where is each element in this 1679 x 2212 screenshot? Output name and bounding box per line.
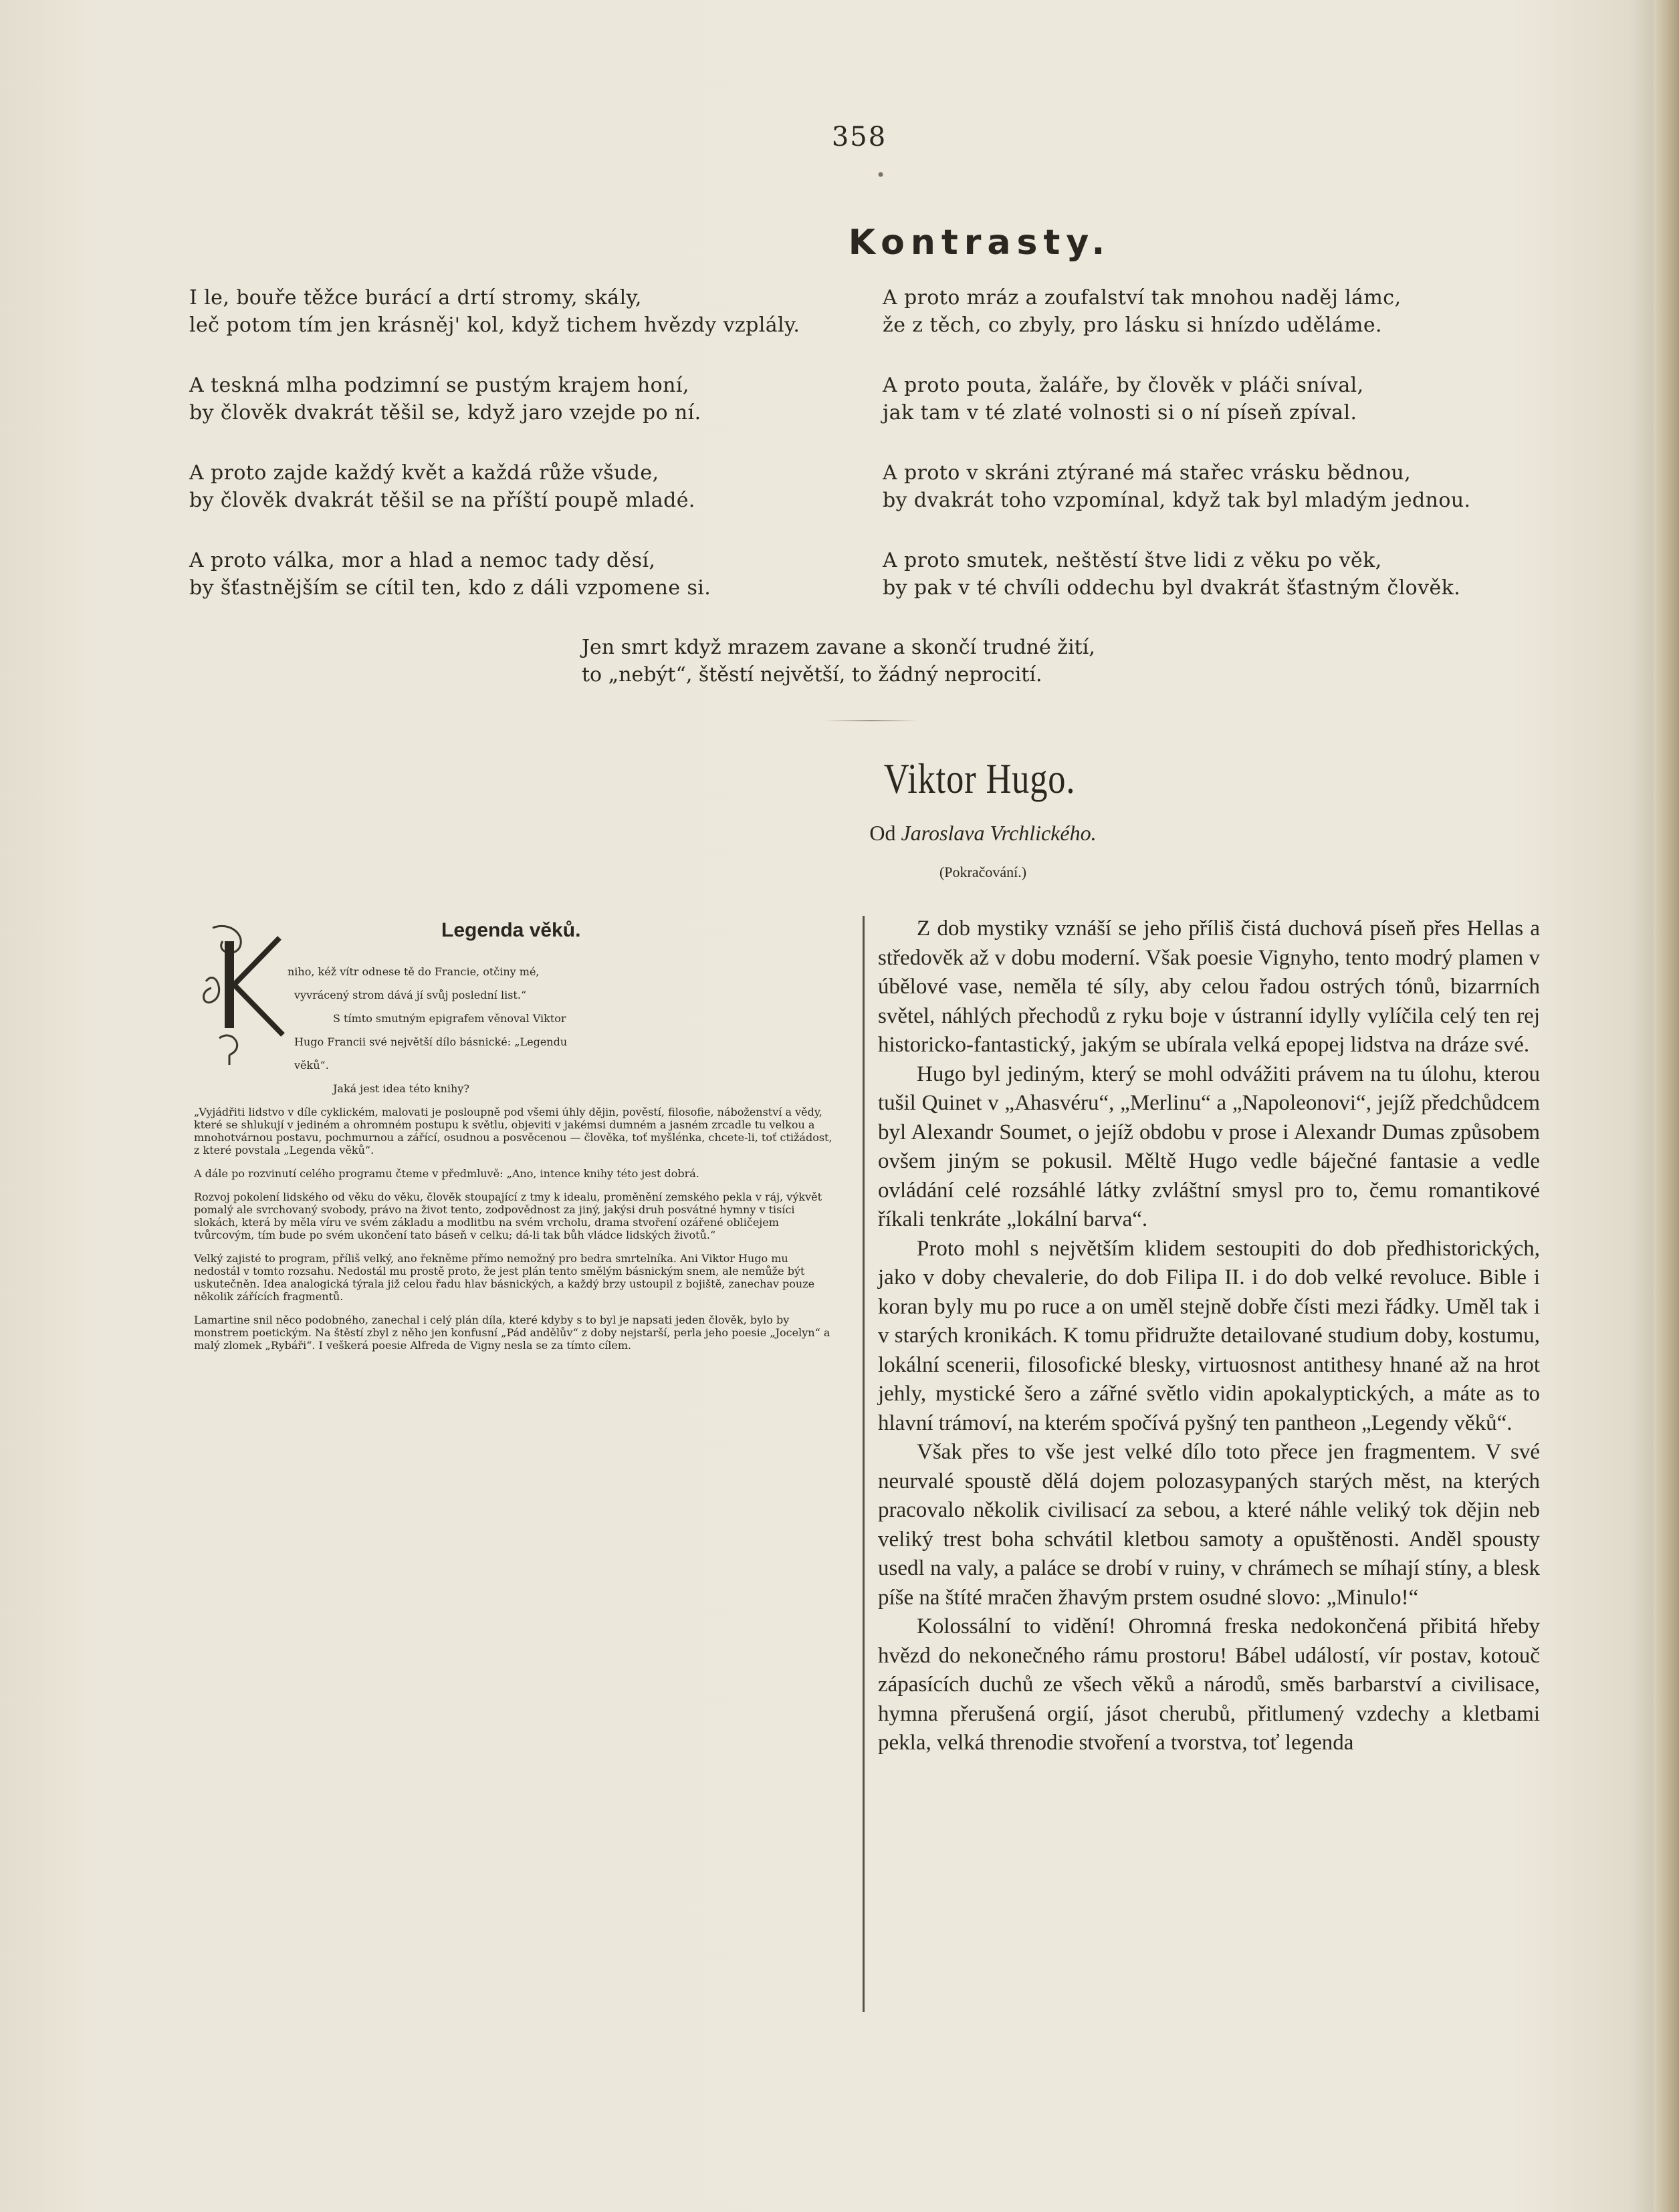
- stanza: [883, 284, 1525, 372]
- page-edge: [1654, 0, 1679, 2212]
- lead-line: vyvrácený strom dává jí svůj poslední list.“: [294, 989, 527, 1001]
- lead-line: S tímto smutným epigrafem věnoval Viktor: [333, 1012, 566, 1025]
- continued-note: (Pokračování.): [939, 864, 1027, 880]
- poem-line: jak tam v té zlaté volnosti si o ní píseň zpíval.: [883, 401, 1357, 424]
- paragraph: Proto mohl s největším klidem sestoupiti do dob předhistorických, jako v doby chevalerie, do dob Filipa II. i do dob velké revoluce. Bible i koran byly mu po ruce a on uměl stejně dobře čísti mezi řádky. Uměl tak i v starých kronikách. K tomu přidružte detailované studium doby, kostumu, lokální scenerii, filosofické blesky, virtuosnost antithesy hnané až na hrot jehly, mystické šero a zářné světlo vidin apokalyptických, a máte as to hlavní trámoví, na kterém spočívá pyšný ten pantheon „Legendy věků“.: [878, 1236, 1540, 1435]
- poem-title: Kontrasty.: [848, 223, 1111, 263]
- stanza: [883, 459, 1525, 547]
- poem-line: A teskná mlha podzimní se pustým krajem honí,: [189, 374, 689, 397]
- stanza: [189, 547, 858, 634]
- lead-line: niho, kéž vítr odnese tě do Francie, otčiny mé,: [288, 965, 540, 978]
- ink-mark: •: [876, 166, 886, 185]
- poem-closing: [582, 634, 1095, 689]
- paragraph: Rozvoj pokolení lidského od věku do věku, člověk stoupající z tmy k idealu, proměnění zemského pekla v ráj, výkvět pomalý ale svrchovaný svobody, právo na život tento, zodpovědnost za jiný, jakýsi druh posvátné hymny v tisíci slokách, která by měla víru ve svém základu a modlitbu na svém vrcholu, drama stvoření ozářené obličejem tvůrcovým, tím bude po svém ukončení tato báseň v celku; dá-li tak bůh vládce lidských životů.“: [194, 1191, 822, 1241]
- poem-line: leč potom tím jen krásněj' kol, když tichem hvězdy vzplály.: [189, 314, 800, 337]
- stanza: [883, 372, 1525, 459]
- poem-line: A proto mráz a zoufalství tak mnohou naděj lámc,: [883, 286, 1402, 310]
- paragraph: Hugo byl jediným, který se mohl odvážiti právem na tu úlohu, kterou tušil Quinet v „Ahasvéru“, „Merlinu“ a „Napoleonovi“, jejíž předchůdcem byl Alexandr Soumet, o jejíž obdobu v prose i Alexandr Dumas způsobem ovšem jiným se pokusil. Měltě Hugo vedle báječné fantasie a vedle ovládání celé rozsáhlé látky zvláštní smysl pro to, čemu romantikové říkali tenkráte „lokální barva“.: [878, 1062, 1540, 1231]
- poem-line: to „nebýt“, štěstí největší, to žádný neprocití.: [582, 663, 1042, 687]
- poem-line: by šťastnějším se cítil ten, kdo z dáli vzpomene si.: [189, 576, 711, 600]
- poem-line: A proto v skráni ztýrané má stařec vrásku bědnou,: [883, 461, 1412, 485]
- page-number: 358: [831, 122, 887, 152]
- poem-line: A proto válka, mor a hlad a nemoc tady děsí,: [189, 549, 656, 572]
- poem-line: Jen smrt když mrazem zavane a skončí trudné žití,: [582, 636, 1095, 659]
- stanza: [189, 459, 858, 547]
- column-divider: [863, 916, 865, 2012]
- paragraph: Jaká jest idea této knihy?: [333, 1082, 469, 1095]
- poem-line: A proto pouta, žaláře, by člověk v pláči sníval,: [883, 374, 1364, 397]
- paragraph: Kolossální to vidění! Ohromná freska nedokončená přibitá hřeby hvězd do nekonečného rámu prostoru! Bábel událostí, vír postav, kotouč zápasících duchů ze všech věků a národů, směs barbarství a civilisace, hymna přerušená orgií, jásot cherubů, přitlumený vzdechy a kletbami pekla, velká threnodie stvoření a tvorstva, toť legenda: [878, 1614, 1540, 1755]
- lead-line: Hugo Francii své největší dílo básnické: „Legendu: [294, 1035, 568, 1048]
- poem-left-column: [189, 284, 858, 634]
- section-ornament: [824, 720, 918, 721]
- article-right-column: [878, 914, 1540, 1758]
- paragraph: A dále po rozvinutí celého programu čteme v předmluvě: „Ano, intence knihy této jest dobrá.: [194, 1167, 699, 1180]
- paragraph: Však přes to vše jest velké dílo toto přece jen fragmentem. V své neurvalé spoustě dělá dojem polozasypaných starých měst, na kterých pracovalo několik civilisací za sebou, a které náhle veliký tok dějin neb veliký trest boha schvátil kletbou samoty a opuštěnosti. Anděl spousty usedl na valy, a paláce se drobí v ruiny, v chrámech se míhají stíny, a blesk píše na štíté mračen žhavým prstem osudné slovo: „Minulo!“: [878, 1440, 1540, 1610]
- paragraph: „Vyjádřiti lidstvo v díle cyklickém, malovati je posloupně pod všemi úhly dějin, pověstí, filosofie, náboženství a vědy, které se shlukují v jediném a ohromném postupu k světlu, objeviti v jakémsi dumném a jasném zrcadle tu velkou a mnohotvárnou postavu, pochmurnou a zářící, osudnou a posvěcenou — člověka, toť myšlénka, chcete-li, toť ctižádost, z které povstala „Legenda věků“.: [194, 1106, 832, 1156]
- byline: [0, 821, 1679, 846]
- article-title: Viktor Hugo.: [883, 755, 1076, 802]
- stanza: [883, 547, 1525, 634]
- stanza: [189, 372, 858, 459]
- poem-line: by člověk dvakrát těšil se, když jaro vzejde po ní.: [189, 401, 701, 424]
- paragraph: Z dob mystiky vznáší se jeho příliš čistá duchová píseň přes Hellas a středověk až v dobu moderní. Však poesie Vignyho, tento modrý plamen v úbělové vase, neměla té síly, aby celou řadou ostrých tónů, bizarrních světel, náhlých přechodů z ryku boje v ústranní idylly vylíčila celý ten rej historicko-fantastický, jakým se ubírala velká epopej lidstva na dráze své.: [878, 916, 1540, 1057]
- poem-line: A proto smutek, neštěstí štve lidi z věku po věk,: [883, 549, 1382, 572]
- stanza: [189, 284, 858, 372]
- paragraph: Velký zajisté to program, příliš velký, ano řekněme přímo nemožný pro bedra smrtelníka. Ani Viktor Hugo mu nedostál v tomto rozsahu. Nedostál mu prostě proto, že jest plán tento smělým básnickým snem, ale nemůže být uskutečněn. Idea analogická týrala již celou řadu hlav básnických, a každý brzy ustoupil z bojiště, zanechav pouze několik zářících fragmentů.: [194, 1252, 815, 1303]
- poem-line: by pak v té chvíli oddechu byl dvakrát šťastným člověk.: [883, 576, 1461, 600]
- article-left-column: [194, 955, 837, 1362]
- byline-author: Jaroslava Vrchlického.: [901, 821, 1097, 845]
- poem-line: I le, bouře těžce burácí a drtí stromy, skály,: [189, 286, 642, 310]
- lead-line: věků“.: [294, 1059, 329, 1072]
- poem-line: by dvakrát toho vzpomínal, když tak byl mladým jednou.: [883, 489, 1471, 512]
- byline-prefix: Od: [869, 821, 896, 845]
- section-heading: Legenda věků.: [441, 919, 581, 941]
- poem-line: A proto zajde každý květ a každá růže všude,: [189, 461, 659, 485]
- poem-line: že z těch, co zbyly, pro lásku si hnízdo uděláme.: [883, 314, 1382, 337]
- paragraph: Lamartine snil něco podobného, zanechal i celý plán díla, které kdyby s to byl je napsati jeden člověk, bylo by monstrem poetickým. Na štěstí zbyl z něho jen konfusní „Pád andělův“ z doby nejstarší, perla jeho poesie „Jocelyn“ a malý zlomek „Rybáři“. I veškerá poesie Alfreda de Vigny nesla se za tímto cílem.: [194, 1314, 830, 1352]
- poem-line: by člověk dvakrát těšil se na příští poupě mladé.: [189, 489, 695, 512]
- poem-right-column: [883, 284, 1525, 634]
